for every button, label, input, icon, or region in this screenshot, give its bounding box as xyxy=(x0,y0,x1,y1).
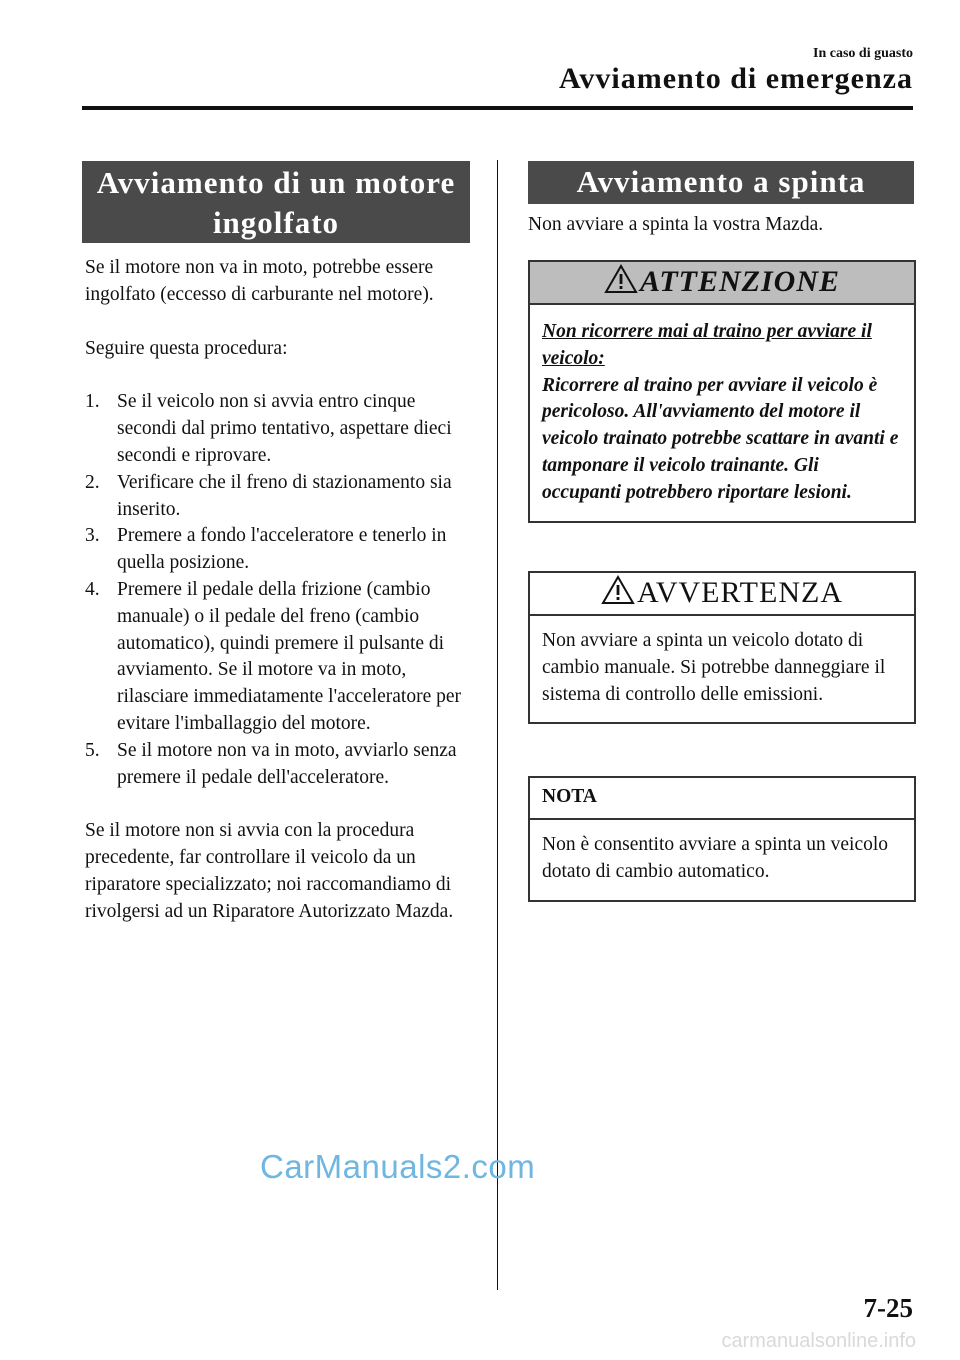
step-text: Se il motore non va in moto, avviarlo senza premere il pedale dell'acceleratore. xyxy=(117,739,457,788)
left-intro: Se il motore non va in moto, potrebbe essere ingolfato (eccesso di carburante nel motore). xyxy=(85,257,434,305)
procedure-label: Seguire questa procedura: xyxy=(85,337,288,359)
step-number: 2. xyxy=(85,471,100,493)
attenzione-title: Non ricorrere mai al traino per avviare il veicolo: xyxy=(542,321,872,369)
column-divider xyxy=(497,160,498,1290)
list-item xyxy=(85,738,475,792)
page-number: 7-25 xyxy=(863,1293,913,1323)
attenzione-text: Ricorrere al traino per avviare il veicolo è pericoloso. All'avviamento del motore il veicolo trainato potrebbe scattare in avanti e tamponare il veicolo trainante. Gli occupanti potrebbero riportare lesioni. xyxy=(542,374,899,503)
closing-paragraph: Se il motore non si avvia con la procedura precedente, far controllare il veicolo da un riparatore specializzato; noi raccomandiamo di rivolgersi ad un Riparatore Autorizzato Mazda. xyxy=(85,820,454,922)
header-rule xyxy=(82,106,913,110)
right-intro: Non avviare a spinta la vostra Mazda. xyxy=(528,214,824,235)
step-text: Premere il pedale della frizione (cambio manuale) o il pedale del freno (cambio automatico), quindi premere il pulsante di avviamento. Se il motore va in moto, rilasciare immediatamente l'acceleratore per evitare l'imballaggio del motore. xyxy=(117,578,462,734)
left-heading-line2: ingolfato xyxy=(212,205,340,240)
avvertenza-box xyxy=(528,571,916,724)
step-number: 4. xyxy=(85,578,100,600)
left-column-text xyxy=(85,255,475,926)
step-number: 1. xyxy=(85,391,100,413)
attenzione-box xyxy=(528,260,916,523)
section-label: In caso di guasto xyxy=(813,46,913,61)
right-section-heading: Avviamento a spinta xyxy=(528,161,914,204)
list-item xyxy=(85,523,475,577)
avvertenza-label: AVVERTENZA xyxy=(637,576,843,609)
avvertenza-header xyxy=(530,573,914,616)
list-item xyxy=(85,389,475,469)
attenzione-header xyxy=(530,262,914,305)
attenzione-body xyxy=(530,305,914,521)
step-text: Verificare che il freno di stazionamento sia inserito. xyxy=(117,471,452,520)
left-heading-line1: Avviamento di un motore xyxy=(96,165,456,200)
warning-triangle-icon xyxy=(601,575,635,605)
nota-text: Non è consentito avviare a spinta un veicolo dotato di cambio automatico. xyxy=(542,834,889,882)
avvertenza-text: Non avviare a spinta un veicolo dotato di cambio manuale. Si potrebbe danneggiare il sistema di controllo delle emissioni. xyxy=(542,630,886,705)
list-item xyxy=(85,470,475,524)
left-section-heading xyxy=(82,161,470,243)
watermark: CarManuals2.com xyxy=(260,1148,536,1185)
procedure-steps xyxy=(85,389,475,791)
nota-box xyxy=(528,776,916,902)
step-number: 5. xyxy=(85,739,100,761)
step-text: Premere a fondo l'acceleratore e tenerlo in quella posizione. xyxy=(117,525,447,574)
step-number: 3. xyxy=(85,525,100,547)
page-title: Avviamento di emergenza xyxy=(558,62,913,95)
nota-label: NOTA xyxy=(530,778,914,820)
footer-site-link[interactable]: carmanualsonline.info xyxy=(721,1330,916,1352)
attenzione-label: ATTENZIONE xyxy=(639,265,841,298)
list-item xyxy=(85,577,475,738)
step-text: Se il veicolo non si avvia entro cinque secondi dal primo tentativo, aspettare dieci secondi e riprovare. xyxy=(117,391,452,466)
warning-triangle-icon xyxy=(604,264,638,294)
